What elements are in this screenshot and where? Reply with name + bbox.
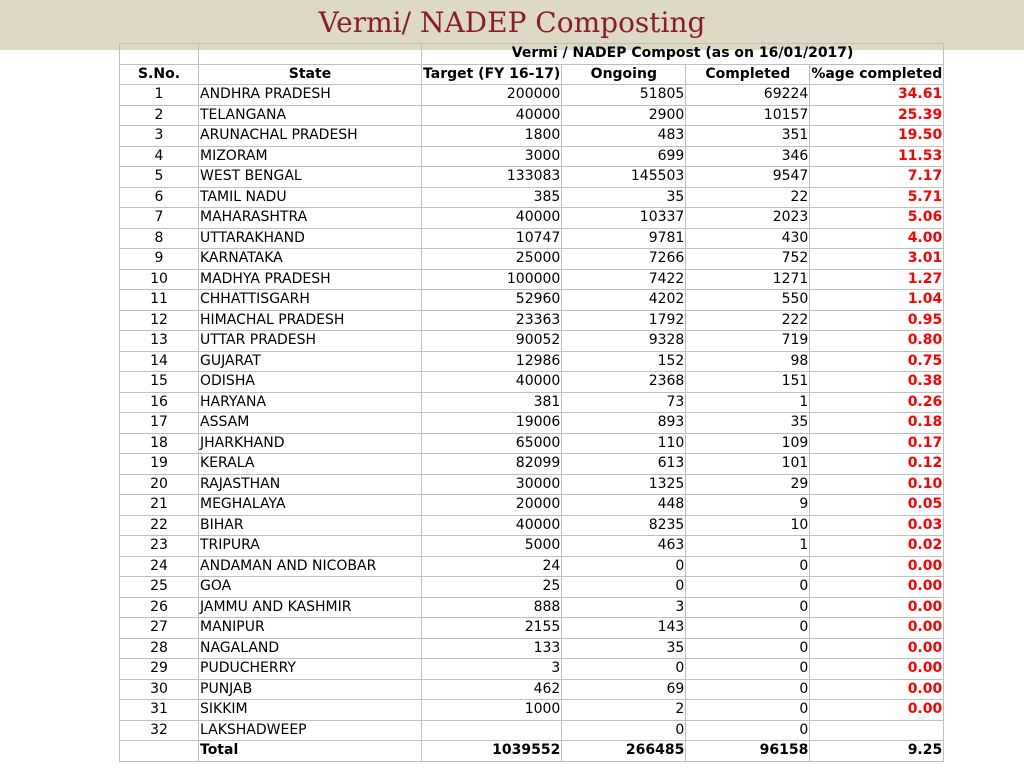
state-cell: PUDUCHERRY [199,659,422,680]
total-pct: 9.25 [810,741,944,762]
target-cell: 133 [422,638,562,659]
table-row [120,146,944,167]
sno-cell: 11 [120,290,199,311]
pct-cell: 1.27 [810,269,944,290]
ongoing-cell: 143 [562,618,686,639]
total-sno [120,741,199,762]
ongoing-cell: 448 [562,495,686,516]
sno-cell: 13 [120,331,199,352]
sno-cell: 20 [120,474,199,495]
state-cell: JHARKHAND [199,433,422,454]
sno-cell: 15 [120,372,199,393]
state-cell: KARNATAKA [199,249,422,270]
target-cell: 30000 [422,474,562,495]
ongoing-cell: 463 [562,536,686,557]
state-cell: ANDAMAN AND NICOBAR [199,556,422,577]
ongoing-cell: 7422 [562,269,686,290]
state-cell: PUNJAB [199,679,422,700]
table-row [120,310,944,331]
target-cell: 82099 [422,454,562,475]
ongoing-cell: 35 [562,638,686,659]
completed-cell: 29 [686,474,810,495]
ongoing-cell: 35 [562,187,686,208]
pct-cell: 0.00 [810,659,944,680]
table-row [120,515,944,536]
ongoing-cell: 0 [562,720,686,741]
table-body [120,85,944,741]
target-cell: 25 [422,577,562,598]
completed-cell: 10157 [686,105,810,126]
ongoing-cell: 9328 [562,331,686,352]
sno-cell: 18 [120,433,199,454]
header-row-columns [120,64,944,85]
pct-cell: 0.00 [810,577,944,598]
pct-cell: 19.50 [810,126,944,147]
total-completed: 96158 [686,741,810,762]
table-row [120,433,944,454]
target-cell [422,720,562,741]
completed-cell: 0 [686,659,810,680]
pct-cell: 0.18 [810,413,944,434]
completed-cell: 0 [686,679,810,700]
table-row [120,536,944,557]
sno-cell: 17 [120,413,199,434]
target-cell: 3000 [422,146,562,167]
target-cell: 2155 [422,618,562,639]
total-row [120,741,944,762]
pct-cell: 5.06 [810,208,944,229]
pct-cell: 1.04 [810,290,944,311]
ongoing-cell: 7266 [562,249,686,270]
target-cell: 100000 [422,269,562,290]
target-cell: 52960 [422,290,562,311]
table-row [120,495,944,516]
completed-cell: 0 [686,618,810,639]
sno-cell: 25 [120,577,199,598]
total-ongoing: 266485 [562,741,686,762]
completed-cell: 351 [686,126,810,147]
ongoing-cell: 51805 [562,85,686,106]
ongoing-cell: 2368 [562,372,686,393]
state-cell: MEGHALAYA [199,495,422,516]
target-cell: 381 [422,392,562,413]
completed-cell: 550 [686,290,810,311]
target-cell: 20000 [422,495,562,516]
page-title: Vermi/ NADEP Composting [318,6,706,39]
state-cell: TAMIL NADU [199,187,422,208]
sno-cell: 30 [120,679,199,700]
state-cell: ANDHRA PRADESH [199,85,422,106]
table-row [120,597,944,618]
state-cell: UTTAR PRADESH [199,331,422,352]
sno-cell: 2 [120,105,199,126]
table-row [120,720,944,741]
completed-cell: 22 [686,187,810,208]
pct-cell: 0.02 [810,536,944,557]
sno-cell: 5 [120,167,199,188]
state-cell: CHHATTISGARH [199,290,422,311]
state-cell: UTTARAKHAND [199,228,422,249]
state-cell: WEST BENGAL [199,167,422,188]
ongoing-cell: 110 [562,433,686,454]
ongoing-cell: 893 [562,413,686,434]
target-cell: 888 [422,597,562,618]
pct-cell: 0.38 [810,372,944,393]
table-row [120,167,944,188]
completed-cell: 9547 [686,167,810,188]
sno-cell: 21 [120,495,199,516]
state-cell: ODISHA [199,372,422,393]
sno-cell: 28 [120,638,199,659]
completed-cell: 0 [686,597,810,618]
target-cell: 40000 [422,515,562,536]
state-cell: NAGALAND [199,638,422,659]
pct-cell: 0.26 [810,392,944,413]
completed-cell: 1271 [686,269,810,290]
completed-cell: 0 [686,720,810,741]
target-cell: 5000 [422,536,562,557]
pct-cell: 0.17 [810,433,944,454]
sno-cell: 10 [120,269,199,290]
pct-cell: 25.39 [810,105,944,126]
ongoing-cell: 69 [562,679,686,700]
ongoing-cell: 152 [562,351,686,372]
target-cell: 40000 [422,208,562,229]
pct-cell [810,720,944,741]
target-cell: 23363 [422,310,562,331]
pct-cell: 7.17 [810,167,944,188]
target-cell: 24 [422,556,562,577]
pct-cell: 0.95 [810,310,944,331]
target-cell: 65000 [422,433,562,454]
state-cell: GUJARAT [199,351,422,372]
target-cell: 90052 [422,331,562,352]
pct-cell: 0.00 [810,618,944,639]
completed-cell: 346 [686,146,810,167]
state-cell: MAHARASHTRA [199,208,422,229]
ongoing-cell: 0 [562,556,686,577]
header-state-top [199,44,422,65]
ongoing-cell: 145503 [562,167,686,188]
table-row [120,269,944,290]
table-row [120,413,944,434]
header-state: State [199,64,422,85]
completed-cell: 0 [686,700,810,721]
completed-cell: 151 [686,372,810,393]
state-cell: MIZORAM [199,146,422,167]
pct-cell: 0.00 [810,679,944,700]
sno-cell: 12 [120,310,199,331]
pct-cell: 0.03 [810,515,944,536]
header-sno: S.No. [120,64,199,85]
compost-table [119,43,944,762]
state-cell: JAMMU AND KASHMIR [199,597,422,618]
target-cell: 12986 [422,351,562,372]
ongoing-cell: 9781 [562,228,686,249]
pct-cell: 0.00 [810,638,944,659]
table-row [120,126,944,147]
table-row [120,454,944,475]
table-row [120,105,944,126]
table-row [120,208,944,229]
sno-cell: 8 [120,228,199,249]
ongoing-cell: 0 [562,577,686,598]
table-row [120,679,944,700]
state-cell: MADHYA PRADESH [199,269,422,290]
pct-cell: 11.53 [810,146,944,167]
completed-cell: 69224 [686,85,810,106]
ongoing-cell: 73 [562,392,686,413]
sno-cell: 26 [120,597,199,618]
state-cell: GOA [199,577,422,598]
table-row [120,618,944,639]
state-cell: RAJASTHAN [199,474,422,495]
table-row [120,85,944,106]
completed-cell: 1 [686,392,810,413]
state-cell: LAKSHADWEEP [199,720,422,741]
ongoing-cell: 1792 [562,310,686,331]
pct-cell: 0.05 [810,495,944,516]
completed-cell: 222 [686,310,810,331]
pct-cell: 4.00 [810,228,944,249]
completed-cell: 719 [686,331,810,352]
sno-cell: 24 [120,556,199,577]
target-cell: 462 [422,679,562,700]
pct-cell: 0.10 [810,474,944,495]
ongoing-cell: 0 [562,659,686,680]
completed-cell: 0 [686,556,810,577]
target-cell: 3 [422,659,562,680]
table-row [120,392,944,413]
table-row [120,228,944,249]
pct-cell: 0.00 [810,556,944,577]
pct-cell: 0.75 [810,351,944,372]
header-target: Target (FY 16-17) [422,64,562,85]
pct-cell: 0.00 [810,597,944,618]
state-cell: TRIPURA [199,536,422,557]
state-cell: BIHAR [199,515,422,536]
ongoing-cell: 2 [562,700,686,721]
pct-cell: 5.71 [810,187,944,208]
table-row [120,556,944,577]
total-target: 1039552 [422,741,562,762]
sno-cell: 3 [120,126,199,147]
completed-cell: 98 [686,351,810,372]
ongoing-cell: 3 [562,597,686,618]
state-cell: ASSAM [199,413,422,434]
ongoing-cell: 1325 [562,474,686,495]
pct-cell: 3.01 [810,249,944,270]
pct-cell: 0.80 [810,331,944,352]
ongoing-cell: 483 [562,126,686,147]
table-row [120,187,944,208]
sno-cell: 23 [120,536,199,557]
sno-cell: 31 [120,700,199,721]
sno-cell: 7 [120,208,199,229]
sno-cell: 29 [120,659,199,680]
state-cell: HARYANA [199,392,422,413]
table-row [120,577,944,598]
completed-cell: 0 [686,638,810,659]
completed-cell: 2023 [686,208,810,229]
completed-cell: 752 [686,249,810,270]
completed-cell: 35 [686,413,810,434]
sno-cell: 22 [120,515,199,536]
completed-cell: 9 [686,495,810,516]
state-cell: SIKKIM [199,700,422,721]
sno-cell: 9 [120,249,199,270]
header-sno-top [120,44,199,65]
header-ongoing: Ongoing [562,64,686,85]
header-pct: %age completed [810,64,944,85]
completed-cell: 0 [686,577,810,598]
ongoing-cell: 4202 [562,290,686,311]
pct-cell: 34.61 [810,85,944,106]
total-label: Total [199,741,422,762]
ongoing-cell: 613 [562,454,686,475]
sno-cell: 32 [120,720,199,741]
completed-cell: 101 [686,454,810,475]
state-cell: ARUNACHAL PRADESH [199,126,422,147]
sno-cell: 16 [120,392,199,413]
header-completed: Completed [686,64,810,85]
sno-cell: 19 [120,454,199,475]
target-cell: 25000 [422,249,562,270]
target-cell: 1000 [422,700,562,721]
sno-cell: 1 [120,85,199,106]
pct-cell: 0.12 [810,454,944,475]
ongoing-cell: 699 [562,146,686,167]
table-row [120,351,944,372]
target-cell: 200000 [422,85,562,106]
header-group-label: Vermi / NADEP Compost (as on 16/01/2017) [422,44,944,65]
table-row [120,659,944,680]
target-cell: 40000 [422,372,562,393]
pct-cell: 0.00 [810,700,944,721]
table-row [120,372,944,393]
table-row [120,700,944,721]
completed-cell: 10 [686,515,810,536]
table-row [120,249,944,270]
state-cell: TELANGANA [199,105,422,126]
sno-cell: 27 [120,618,199,639]
completed-cell: 1 [686,536,810,557]
state-cell: HIMACHAL PRADESH [199,310,422,331]
target-cell: 40000 [422,105,562,126]
sno-cell: 14 [120,351,199,372]
table-row [120,331,944,352]
table-row [120,474,944,495]
header-row-group [120,44,944,65]
state-cell: KERALA [199,454,422,475]
table-row [120,638,944,659]
target-cell: 133083 [422,167,562,188]
target-cell: 1800 [422,126,562,147]
table-row [120,290,944,311]
ongoing-cell: 2900 [562,105,686,126]
ongoing-cell: 8235 [562,515,686,536]
completed-cell: 109 [686,433,810,454]
state-cell: MANIPUR [199,618,422,639]
completed-cell: 430 [686,228,810,249]
sno-cell: 4 [120,146,199,167]
ongoing-cell: 10337 [562,208,686,229]
target-cell: 385 [422,187,562,208]
target-cell: 10747 [422,228,562,249]
sno-cell: 6 [120,187,199,208]
target-cell: 19006 [422,413,562,434]
